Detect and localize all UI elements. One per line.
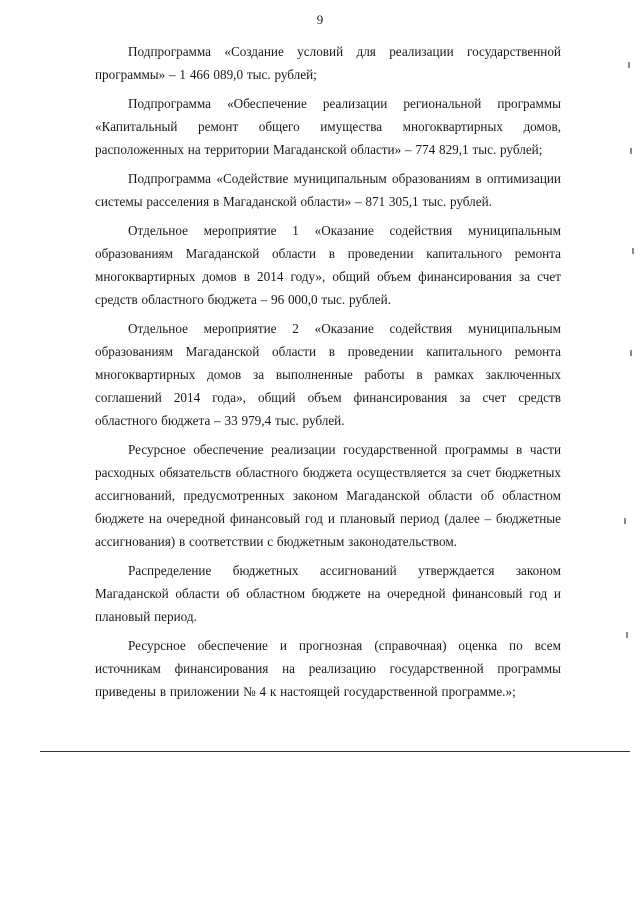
paragraph-budget-distribution: Распределение бюджетных ассигнований утверждается законом Магаданской области об областном бюджете на очередной финансовый год и плановый период. [95,563,561,624]
page-number: 9 [316,12,324,27]
scan-speck [626,632,628,638]
scan-speck [630,350,632,356]
paragraph-subprogram-conditions: Подпрограмма «Создание условий для реализации государственной программы» – 1 466 089,0 тыс. рублей; [95,44,561,82]
scan-speck [628,62,630,68]
paragraph-subprogram-capital-repair: Подпрограмма «Обеспечение реализации региональной программы «Капитальный ремонт общего имущества многоквартирных домов, расположенных на территории Магаданской области» – 774 829,1 тыс. рублей; [95,96,561,157]
paragraph-resource-provision: Ресурсное обеспечение реализации государственной программы в части расходных обязательств областного бюджета осуществляется за счет бюджетных ассигнований, предусмотренных законом Магаданской области об областном бюджете на очередной финансовый год и плановый период (далее – бюджетные ассигнования) в соответствии с бюджетным законодательством. [95,442,561,549]
document-body [95,40,561,709]
scan-speck [624,518,626,524]
paragraph-measure-1: Отдельное мероприятие 1 «Оказание содействия муниципальным образованиям Магаданской области в проведении капитального ремонта многоквартирных домов в 2014 году», общий объем финансирования за счет средств областного бюджета – 96 000,0 тыс. рублей. [95,223,561,307]
scan-speck [632,248,634,254]
paragraph-forecast-estimate: Ресурсное обеспечение и прогнозная (справочная) оценка по всем источникам финансирования на реализацию государственной программы приведены в приложении № 4 к настоящей государственной программе.»; [95,638,561,699]
paragraph-measure-2: Отдельное мероприятие 2 «Оказание содействия муниципальным образованиям Магаданской области в проведении капитального ремонта многоквартирных домов за выполненные работы в рамках заключенных соглашений 2014 года», общий объем финансирования за счет средств областного бюджета – 33 979,4 тыс. рублей. [95,321,561,428]
scan-speck [630,148,632,154]
footnote-divider [40,751,630,752]
paragraph-subprogram-resettlement: Подпрограмма «Содействие муниципальным образованиям в оптимизации системы расселения в Магаданской области» – 871 305,1 тыс. рублей. [95,171,561,209]
